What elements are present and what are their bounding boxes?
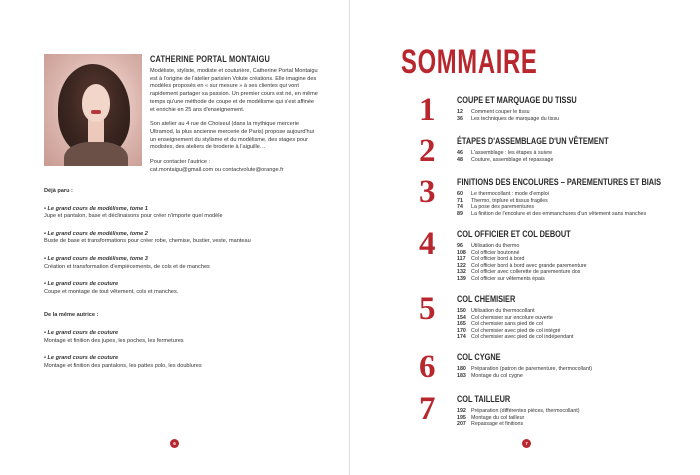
contact-email: cat.montaigu@gmail.com ou contactvolute@orange.fr: [150, 166, 284, 173]
chapter-entries: [457, 109, 559, 122]
toc-text: L'assemblage : les étapes à suivre: [471, 150, 553, 156]
book-item: [44, 231, 304, 246]
toc-text: Col officier boutonné: [471, 249, 520, 256]
chapter-title: COL TAILLEUR: [457, 394, 511, 404]
toc-entry: [457, 276, 587, 283]
book-item: [44, 281, 304, 296]
toc-page: 117: [457, 256, 466, 263]
toc-page: 174: [457, 334, 466, 341]
toc-entry: [457, 263, 587, 270]
chapter-title: FINITIONS DES ENCOLURES – PAREMENTURES ET BIAIS: [457, 177, 662, 187]
toc-entry: [457, 250, 587, 257]
toc-entry: [457, 191, 646, 198]
toc-entry: [457, 366, 592, 373]
toc-text: Col officier sur vêtements épais: [471, 275, 545, 282]
toc-entry: [457, 204, 646, 211]
toc-page: 46: [457, 150, 463, 156]
toc-entry: [457, 334, 573, 341]
meme-autrice-heading: De la même autrice :: [44, 312, 99, 319]
right-page: [350, 0, 700, 475]
toc-text: Couture, assemblage et repassage: [471, 156, 554, 163]
toc-page: 195: [457, 414, 466, 421]
toc-entry: [457, 373, 592, 380]
toc-page: 89: [457, 210, 463, 217]
chapter-number: 3: [419, 174, 436, 210]
toc-page: 192: [457, 408, 466, 414]
book-desc: Montage et finition des jupes, les poches, les fermetures: [44, 337, 184, 344]
toc-page: 165: [457, 321, 466, 328]
chapter-entries: [457, 243, 587, 283]
toc-text: Utilisation du thermocollant: [471, 308, 535, 314]
toc-text: Col officier bord à bord avec grande parementure: [471, 262, 587, 269]
toc-page: 150: [457, 308, 466, 314]
chapter-number: 2: [419, 133, 436, 169]
toc-text: Préparation (patron de parementure, thermocollant): [471, 366, 593, 372]
toc-entry: [457, 150, 553, 157]
chapter-title: COL CHEMISIER: [457, 294, 516, 304]
toc-page: 96: [457, 243, 463, 249]
toc-entry: [457, 116, 559, 123]
book-desc: Création et transformation d'empiècements, de cols et de manches: [44, 263, 210, 270]
chapter-title: COUPE ET MARQUAGE DU TISSU: [457, 95, 577, 105]
toc-text: Préparation (différentes pièces, thermocollant): [471, 408, 580, 414]
toc-page: 36: [457, 115, 463, 122]
toc-text: Utilisation du thermo: [471, 243, 520, 249]
contact-label: Pour contacter l'autrice :: [150, 159, 211, 166]
toc-entry: [457, 308, 573, 315]
chapter-entries: [457, 408, 580, 428]
book-desc: Buste de base et transformations pour créer robe, chemise, bustier, veste, manteau: [44, 238, 251, 245]
portrait-face: [82, 84, 110, 122]
toc-entry: [457, 415, 580, 422]
toc-page: 108: [457, 249, 466, 256]
toc-text: Thermo, triplure et tissus fragiles: [471, 197, 548, 204]
chapter-number: 4: [419, 226, 436, 262]
book-desc: Jupe et pantalon, base et déclinaisons pour créer n'importe quel modèle: [44, 213, 223, 220]
toc-page: 132: [457, 269, 466, 276]
book-item: [44, 330, 304, 345]
page-number-left: 6: [170, 439, 179, 448]
chapter-entries: [457, 366, 592, 379]
toc-text: La finition de l'encolure et des emmanchures d'un vêtement sans manches: [471, 210, 647, 217]
bio-paragraph: Son atelier au 4 rue de Choiseul (dans la mythique mercerie Ultramod, la plus ancienne mercerie de Paris) propose aujourd'hui un enseignement du stylisme et du modélisme, des stages pour modistes, des ateliers de broderie à l'aiguille…: [150, 121, 314, 151]
book-desc: Montage et finition des pantalons, les pattes polo, les doublures: [44, 362, 202, 369]
toc-text: Col chemisier sur encolure ouverte: [471, 314, 553, 321]
toc-entry: [457, 315, 573, 322]
toc-page: 12: [457, 109, 463, 115]
toc-text: La pose des parementures: [471, 204, 535, 211]
portrait-shoulder: [64, 142, 128, 166]
author-portrait: [44, 54, 142, 166]
toc-text: Montage du col tailleur: [471, 414, 525, 421]
author-name: CATHERINE PORTAL MONTAIGU: [150, 54, 270, 64]
toc-text: Col officier bord à bord: [471, 256, 525, 263]
toc-entry: [457, 321, 573, 328]
toc-text: Repassage et finitions: [471, 421, 524, 428]
chapter-entries: [457, 308, 573, 341]
toc-entry: [457, 256, 587, 263]
sommaire-title: SOMMAIRE: [401, 43, 538, 81]
toc-page: 60: [457, 191, 463, 197]
chapter-number: 5: [419, 291, 436, 327]
bibliography: [44, 188, 304, 380]
toc-page: 122: [457, 262, 466, 269]
chapter-title: ÉTAPES D'ASSEMBLAGE D'UN VÊTEMENT: [457, 136, 609, 146]
toc-text: Le thermocollant : mode d'emploi: [471, 191, 549, 197]
chapter-title: COL CYGNE: [457, 352, 501, 362]
toc-text: Col officier avec collerette de parementure dos: [471, 269, 581, 276]
chapter-title: COL OFFICIER ET COL DEBOUT: [457, 229, 571, 239]
book-desc: Coupe et montage de tout vêtement, cols et manches.: [44, 288, 179, 295]
toc-text: Comment couper le tissu: [471, 109, 530, 115]
chapter-number: 1: [419, 92, 436, 128]
toc-text: Col chemisier sans pied de col: [471, 321, 543, 328]
book-title: • Le grand cours de modélisme, tome 2: [44, 230, 148, 237]
toc-entry: [457, 243, 587, 250]
toc-page: 139: [457, 275, 466, 282]
book-title: • Le grand cours de couture: [44, 281, 119, 288]
portrait-lips: [91, 110, 101, 114]
author-bio: [150, 68, 318, 181]
toc-page: 74: [457, 204, 463, 211]
book-title: • Le grand cours de modélisme, tome 3: [44, 255, 148, 262]
book-title: • Le grand cours de couture: [44, 329, 119, 336]
toc-entry: [457, 269, 587, 276]
page-number-right: 7: [522, 439, 531, 448]
toc-page: 207: [457, 421, 466, 428]
toc-page: 71: [457, 197, 463, 204]
toc-entry: [457, 328, 573, 335]
toc-page: 170: [457, 327, 466, 334]
bio-paragraph: Modéliste, styliste, modiste et couturière, Catherine Portal Montaigu est à l'origine de l'atelier parisien Volute créations. Elle imagine des modèles proposés en « sur mesure » à ses clientes qui vont rapidement partager sa passion. Un premier cours est né, en même temps qu'une méthode de coupe et de modélisme qui s'est affinée et enrichie en 25 ans d'enseignement.: [150, 68, 318, 113]
chapter-entries: [457, 150, 553, 163]
toc-entry: [457, 421, 580, 428]
toc-text: Montage du col cygne: [471, 372, 523, 379]
chapter-number: 7: [419, 391, 436, 427]
toc-entry: [457, 211, 646, 218]
book-item: [44, 206, 304, 221]
toc-text: Col chemisier avec pied de col intégré: [471, 327, 561, 334]
chapter-entries: [457, 191, 646, 217]
toc-page: 48: [457, 156, 463, 163]
chapter-number: 6: [419, 349, 436, 385]
book-title: • Le grand cours de modélisme, tome 1: [44, 205, 148, 212]
toc-entry: [457, 198, 646, 205]
toc-entry: [457, 408, 580, 415]
toc-page: 180: [457, 366, 466, 372]
book-title: • Le grand cours de couture: [44, 355, 119, 362]
toc-entry: [457, 109, 559, 116]
toc-entry: [457, 157, 553, 164]
toc-page: 183: [457, 372, 466, 379]
deja-paru-heading: Déjà paru :: [44, 188, 73, 194]
toc-page: 154: [457, 314, 466, 321]
book-item: [44, 355, 304, 370]
book-item: [44, 256, 304, 271]
toc-text: Les techniques de marquage du tissu: [471, 115, 560, 122]
toc-text: Col chemisier avec pied de col indépendant: [471, 334, 574, 341]
